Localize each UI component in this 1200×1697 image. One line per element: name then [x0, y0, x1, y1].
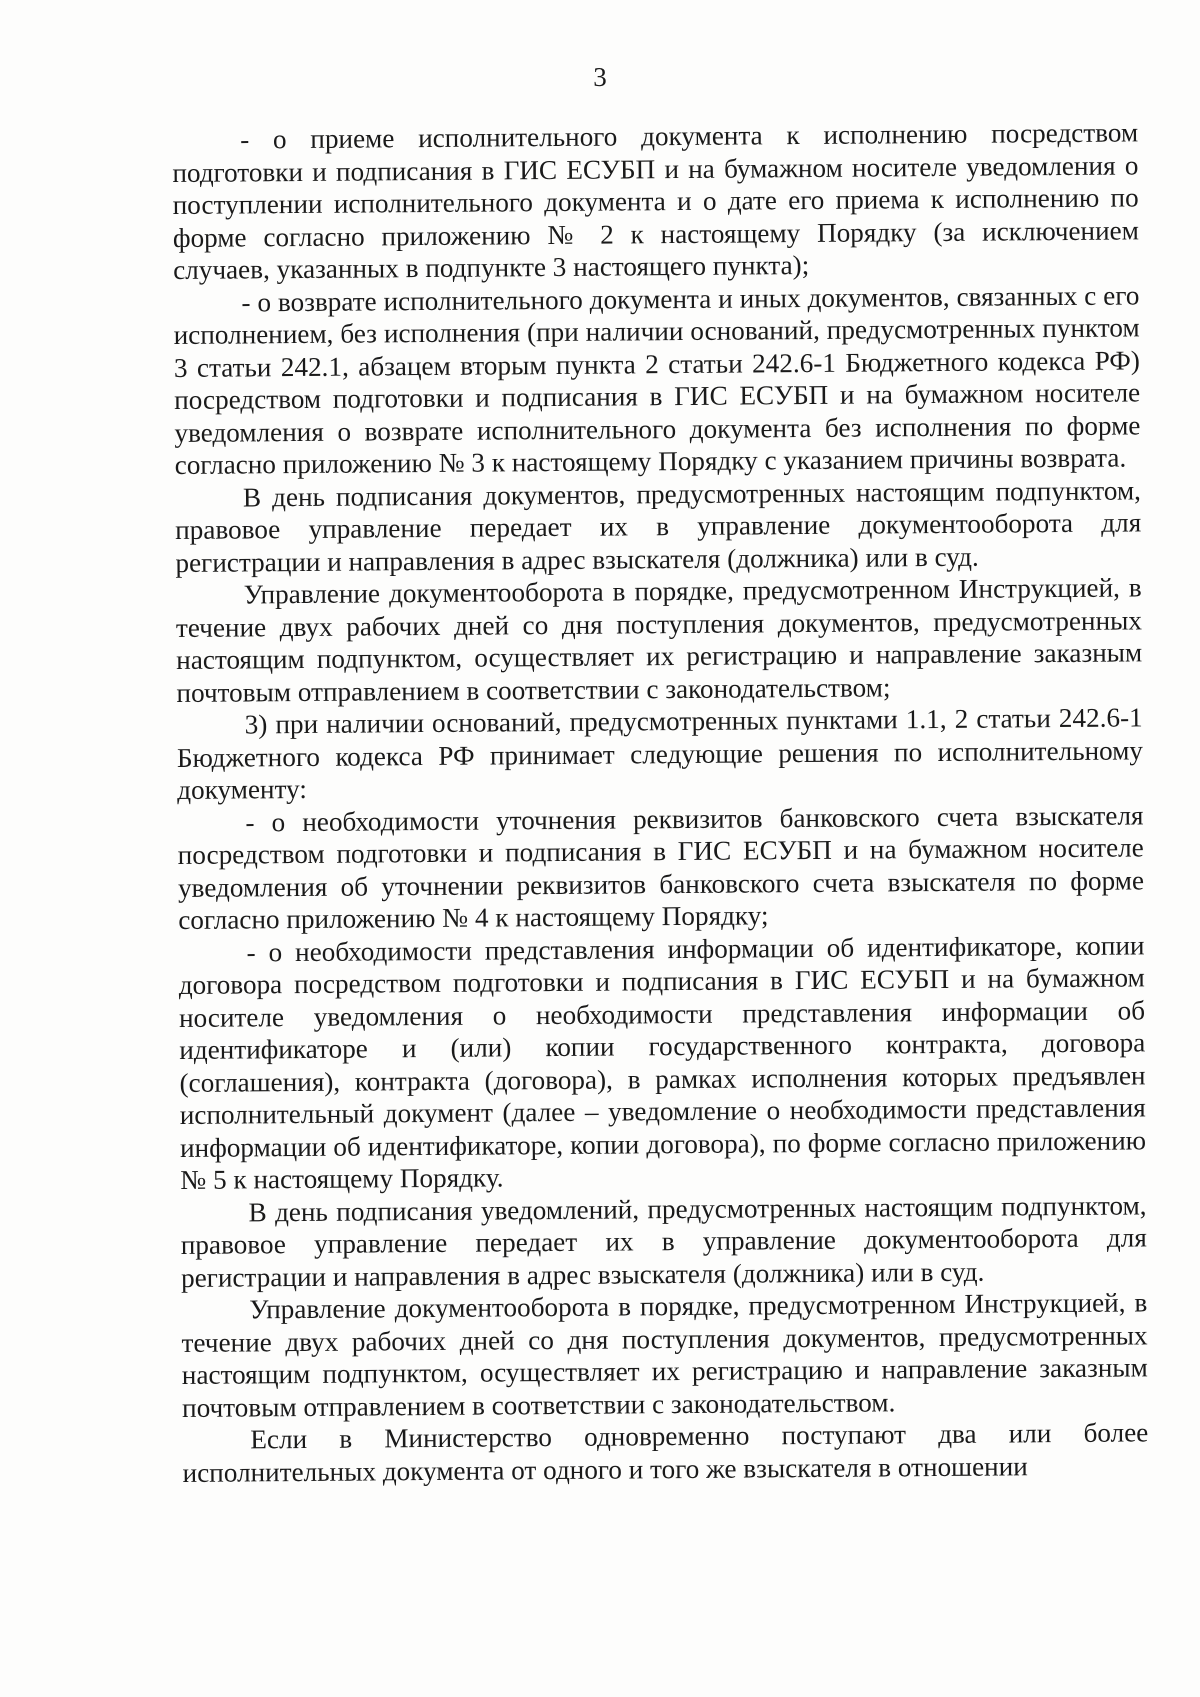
paragraph-legal-transfer: В день подписания документов, предусмотренных настоящим подпунктом, правовое управление передает их в управление документооборота для регистрации и направления в адрес взыскателя (должника) или в суд.	[175, 474, 1142, 578]
paragraph-notice-acceptance: - о приеме исполнительного документа к исполнению посредством подготовки и подписания в ГИС ЕСУБП и на бумажном носителе уведомления о поступлении исполнительного документа и о дате его приема к исполнению по форме согласно приложению № 2 к настоящему Порядку (за исключением случаев, указанных в подпункте 3 настоящего пункта);	[172, 117, 1139, 285]
paragraph-multiple-documents: Если в Министерство одновременно поступают два или более исполнительных документа от одного и того же взыскателя в отношении	[182, 1417, 1149, 1488]
paragraph-bank-details: - о необходимости уточнения реквизитов банковского счета взыскателя посредством подготовки и подписания в ГИС ЕСУБП и на бумажном носителе уведомления об уточнении реквизитов банковского счета взыскателя по форме согласно приложению № 4 к настоящему Порядку;	[177, 799, 1145, 935]
document-body	[172, 116, 1149, 1489]
paragraph-subpoint-3: 3) при наличии оснований, предусмотренных пунктами 1.1, 2 статьи 242.6-1 Бюджетного кодекса РФ принимает следующие решения по исполнительному документу:	[176, 702, 1144, 805]
paragraph-docflow-registration-2: Управление документооборота в порядке, предусмотренном Инструкцией, в течение двух рабочих дней со дня поступления документов, предусмотренных настоящим подпунктом, осуществляет их регистрацию и направление заказным почтовым отправлением в соответствии с законодательством.	[181, 1287, 1148, 1423]
paragraph-legal-transfer-notices: В день подписания уведомлений, предусмотренных настоящим подпунктом, правовое управление передает их в управление документооборота для регистрации и направления в адрес взыскателя (должника) или в суд.	[180, 1189, 1147, 1293]
paragraph-docflow-registration: Управление документооборота в порядке, предусмотренном Инструкцией, в течение двух рабочих дней со дня поступления документов, предусмотренных настоящим подпунктом, осуществляет их регистрацию и направление заказным почтовым отправлением в соответствии с законодательством;	[175, 572, 1143, 708]
paragraph-identifier-info: - о необходимости представления информации об идентификаторе, копии договора посредством подготовки и подписания в ГИС ЕСУБП и на бумажном носителе уведомления о необходимости представления информации об идентификаторе и (или) копии государственного контракта, договора (соглашения), контракта (договора), в рамках исполнения которых предъявлен исполнительный документ (далее – уведомление о необходимости представления информации об идентификаторе, копии договора), по форме согласно приложению № 5 к настоящему Порядку.	[178, 929, 1147, 1195]
page-number: 3	[593, 62, 607, 92]
paragraph-notice-return: - о возврате исполнительного документа и иных документов, связанных с его исполнением, без исполнения (при наличии оснований, предусмотренных пунктом 3 статьи 242.1, абзацем вторым пункта 2 статьи 242.6-1 Бюджетного кодекса РФ) посредством подготовки и подписания в ГИС ЕСУБП и на бумажном носителе уведомления о возврате исполнительного документа без исполнения по форме согласно приложению № 3 к настоящему Порядку с указанием причины возврата.	[173, 279, 1141, 480]
